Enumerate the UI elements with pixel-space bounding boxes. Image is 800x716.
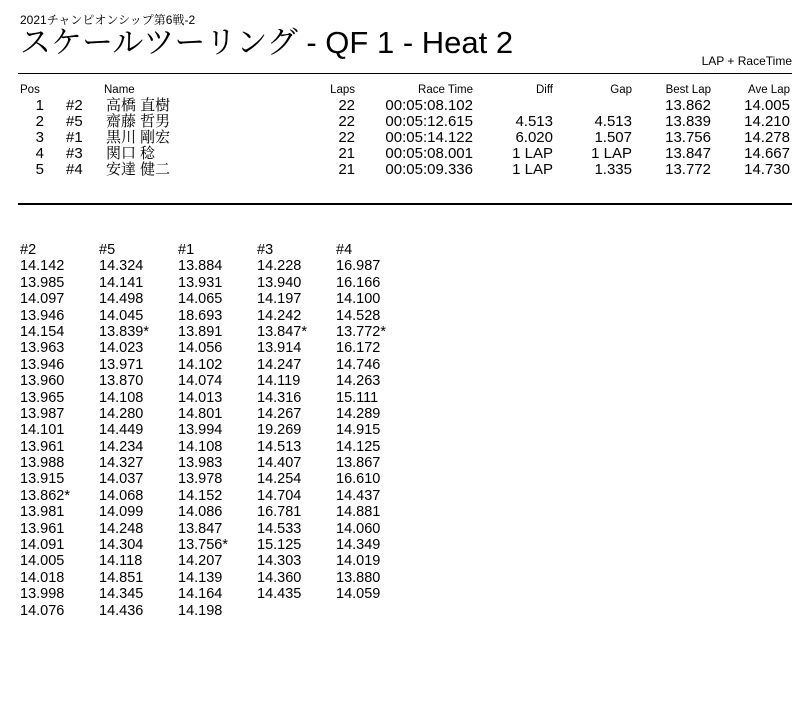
lap-time: 13.931	[178, 274, 223, 291]
lap-time: 14.437	[336, 487, 381, 504]
lap-time: 14.234	[99, 438, 144, 455]
result-row	[0, 114, 800, 130]
lap-time: 13.756*	[178, 537, 228, 554]
header-rule	[18, 73, 792, 74]
lap-column-header: #1	[178, 242, 195, 258]
lap-time: 14.746	[336, 356, 381, 373]
lap-time: 14.254	[257, 471, 302, 488]
cell-laps: 22	[338, 97, 355, 114]
lap-time: 13.960	[20, 373, 65, 390]
cell-gap: 1.507	[594, 129, 632, 146]
header-diff: Diff	[535, 84, 553, 96]
lap-time: 16.172	[336, 340, 381, 357]
cell-ave-lap: 14.667	[744, 145, 790, 162]
lap-time: 14.141	[99, 274, 144, 291]
cell-pos: 5	[35, 161, 44, 178]
lap-time: 13.915	[20, 471, 65, 488]
lap-time: 15.111	[336, 389, 379, 406]
lap-time: 14.013	[178, 389, 223, 406]
lap-time: 14.108	[178, 438, 223, 455]
cell-name: 安達 健二	[106, 161, 171, 178]
header-laps: Laps	[330, 84, 355, 96]
lap-time: 14.118	[99, 553, 143, 570]
cell-race-time: 00:05:09.336	[385, 161, 473, 178]
lap-time: 13.946	[20, 307, 65, 324]
cell-race-time: 00:05:08.102	[385, 97, 473, 114]
lap-time: 14.023	[99, 340, 144, 357]
cell-laps: 21	[338, 161, 355, 178]
cell-name: 高橋 直樹	[106, 97, 171, 114]
lap-time: 14.801	[178, 405, 223, 422]
lap-column	[336, 242, 416, 603]
cell-ave-lap: 14.278	[744, 129, 790, 146]
page-title: スケールツーリング - QF 1 - Heat 2	[20, 25, 514, 60]
lap-time: 14.037	[99, 471, 144, 488]
lap-time: 13.965	[20, 389, 65, 406]
lap-time: 13.981	[20, 504, 65, 521]
lap-time: 14.101	[20, 422, 65, 439]
lap-time: 14.099	[99, 504, 144, 521]
lap-time: 14.533	[257, 520, 302, 537]
results-rule	[18, 203, 792, 205]
cell-ave-lap: 14.210	[744, 113, 790, 130]
lap-time: 14.528	[336, 307, 381, 324]
cell-best-lap: 13.772	[665, 161, 711, 178]
report-subtitle: LAP + RaceTime	[701, 54, 792, 68]
lap-time: 14.068	[99, 487, 144, 504]
lap-time: 13.880	[336, 569, 381, 586]
lap-time: 14.102	[178, 356, 223, 373]
cell-laps: 21	[338, 145, 355, 162]
lap-time: 14.881	[336, 504, 381, 521]
lap-time: 14.005	[20, 553, 65, 570]
lap-time: 13.914	[257, 340, 302, 357]
lap-time: 13.847*	[257, 323, 307, 340]
lap-time: 13.867	[336, 455, 381, 472]
lap-time: 13.961	[20, 438, 65, 455]
cell-race-time: 00:05:12.615	[385, 113, 473, 130]
lap-time: 14.045	[99, 307, 144, 324]
lap-time: 14.704	[257, 487, 302, 504]
lap-time: 14.197	[257, 291, 302, 308]
lap-time: 14.125	[336, 438, 381, 455]
lap-time: 14.242	[257, 307, 302, 324]
lap-time: 14.267	[257, 405, 302, 422]
lap-column	[178, 242, 258, 619]
cell-race-time: 00:05:08.001	[385, 145, 473, 162]
result-row	[0, 130, 800, 146]
lap-time: 14.303	[257, 553, 302, 570]
lap-time: 14.436	[99, 602, 144, 619]
cell-diff: 6.020	[515, 129, 553, 146]
lap-time: 14.513	[257, 438, 302, 455]
lap-column	[20, 242, 100, 619]
lap-time: 18.693	[178, 307, 223, 324]
lap-time: 14.316	[257, 389, 302, 406]
lap-time: 14.164	[178, 586, 223, 603]
lap-time: 13.946	[20, 356, 65, 373]
lap-time: 14.059	[336, 586, 381, 603]
lap-time: 14.142	[20, 258, 65, 275]
cell-best-lap: 13.839	[665, 113, 711, 130]
cell-ave-lap: 14.005	[744, 97, 790, 114]
lap-time: 13.961	[20, 520, 65, 537]
cell-car: #1	[66, 129, 83, 146]
lap-time: 14.498	[99, 291, 144, 308]
event-name: 2021チャンピオンシップ第6戦-2	[20, 13, 196, 27]
lap-time: 14.056	[178, 340, 223, 357]
lap-time: 13.884	[178, 258, 223, 275]
cell-car: #5	[66, 113, 83, 130]
lap-time: 13.940	[257, 274, 302, 291]
lap-time: 14.154	[20, 323, 65, 340]
lap-time: 14.248	[99, 520, 144, 537]
lap-time: 14.152	[178, 487, 223, 504]
lap-time: 13.994	[178, 422, 223, 439]
result-row	[0, 146, 800, 162]
lap-time: 14.247	[257, 356, 302, 373]
lap-column-header: #2	[20, 242, 37, 258]
lap-time: 13.971	[99, 356, 144, 373]
results-header	[0, 84, 800, 98]
lap-time: 14.289	[336, 405, 381, 422]
lap-time: 14.407	[257, 455, 302, 472]
lap-time: 16.781	[257, 504, 302, 521]
cell-name: 黒川 剛宏	[106, 129, 171, 146]
lap-time: 14.228	[257, 258, 302, 275]
lap-time: 14.119	[257, 373, 301, 390]
cell-race-time: 00:05:14.122	[385, 129, 473, 146]
lap-column	[257, 242, 337, 603]
lap-column	[99, 242, 179, 619]
lap-time: 14.074	[178, 373, 223, 390]
cell-ave-lap: 14.730	[744, 161, 790, 178]
lap-time: 13.847	[178, 520, 223, 537]
header-pos: Pos	[20, 84, 40, 96]
cell-pos: 2	[35, 113, 44, 130]
lap-time: 14.263	[336, 373, 381, 390]
lap-time: 14.435	[257, 586, 302, 603]
cell-diff: 1 LAP	[512, 161, 553, 178]
lap-time: 14.076	[20, 602, 65, 619]
cell-diff: 1 LAP	[512, 145, 553, 162]
cell-gap: 1.335	[594, 161, 632, 178]
lap-time: 14.198	[178, 602, 223, 619]
lap-time: 14.019	[336, 553, 381, 570]
lap-time: 13.988	[20, 455, 65, 472]
cell-diff: 4.513	[515, 113, 553, 130]
lap-time: 14.207	[178, 553, 223, 570]
lap-time: 14.065	[178, 291, 223, 308]
cell-best-lap: 13.847	[665, 145, 711, 162]
cell-laps: 22	[338, 113, 355, 130]
lap-column-header: #3	[257, 242, 274, 258]
lap-time: 13.983	[178, 455, 223, 472]
lap-time: 16.166	[336, 274, 381, 291]
cell-best-lap: 13.862	[665, 97, 711, 114]
header-ave-lap: Ave Lap	[748, 84, 790, 96]
cell-name: 関口 稔	[106, 145, 156, 162]
header-gap: Gap	[610, 84, 632, 96]
cell-pos: 1	[35, 97, 44, 114]
lap-column-header: #5	[99, 242, 116, 258]
lap-time: 13.978	[178, 471, 223, 488]
result-row	[0, 162, 800, 178]
cell-car: #4	[66, 161, 83, 178]
lap-time: 14.108	[99, 389, 144, 406]
lap-time: 13.985	[20, 274, 65, 291]
header-best-lap: Best Lap	[665, 84, 711, 96]
lap-time: 13.862*	[20, 487, 70, 504]
lap-time: 13.870	[99, 373, 144, 390]
cell-name: 齋藤 哲男	[106, 113, 171, 130]
lap-time: 16.610	[336, 471, 381, 488]
lap-time: 14.345	[99, 586, 144, 603]
cell-pos: 3	[35, 129, 44, 146]
header-name: Name	[104, 84, 135, 96]
results-table	[0, 84, 800, 178]
cell-gap: 1 LAP	[591, 145, 632, 162]
lap-time: 14.851	[99, 569, 144, 586]
lap-time: 14.100	[336, 291, 381, 308]
cell-gap: 4.513	[594, 113, 632, 130]
lap-time: 14.449	[99, 422, 144, 439]
lap-time: 14.324	[99, 258, 144, 275]
lap-time: 13.839*	[99, 323, 149, 340]
lap-time: 14.349	[336, 537, 381, 554]
lap-time: 13.891	[178, 323, 223, 340]
lap-time: 13.772*	[336, 323, 386, 340]
lap-time: 15.125	[257, 537, 302, 554]
lap-time: 14.091	[20, 537, 65, 554]
lap-time: 14.086	[178, 504, 223, 521]
lap-time: 14.304	[99, 537, 144, 554]
result-row	[0, 98, 800, 114]
cell-best-lap: 13.756	[665, 129, 711, 146]
lap-time: 14.097	[20, 291, 65, 308]
lap-time: 14.139	[178, 569, 223, 586]
lap-time: 14.280	[99, 405, 144, 422]
cell-car: #2	[66, 97, 83, 114]
lap-time: 16.987	[336, 258, 381, 275]
cell-pos: 4	[35, 145, 44, 162]
header-race-time: Race Time	[418, 84, 473, 96]
lap-column-header: #4	[336, 242, 353, 258]
lap-time: 19.269	[257, 422, 302, 439]
lap-time: 13.998	[20, 586, 65, 603]
lap-time: 14.915	[336, 422, 381, 439]
lap-time: 14.327	[99, 455, 144, 472]
lap-time: 14.018	[20, 569, 65, 586]
lap-time: 13.987	[20, 405, 65, 422]
lap-time: 14.060	[336, 520, 381, 537]
lap-time: 14.360	[257, 569, 302, 586]
cell-laps: 22	[338, 129, 355, 146]
lap-time: 13.963	[20, 340, 65, 357]
cell-car: #3	[66, 145, 83, 162]
